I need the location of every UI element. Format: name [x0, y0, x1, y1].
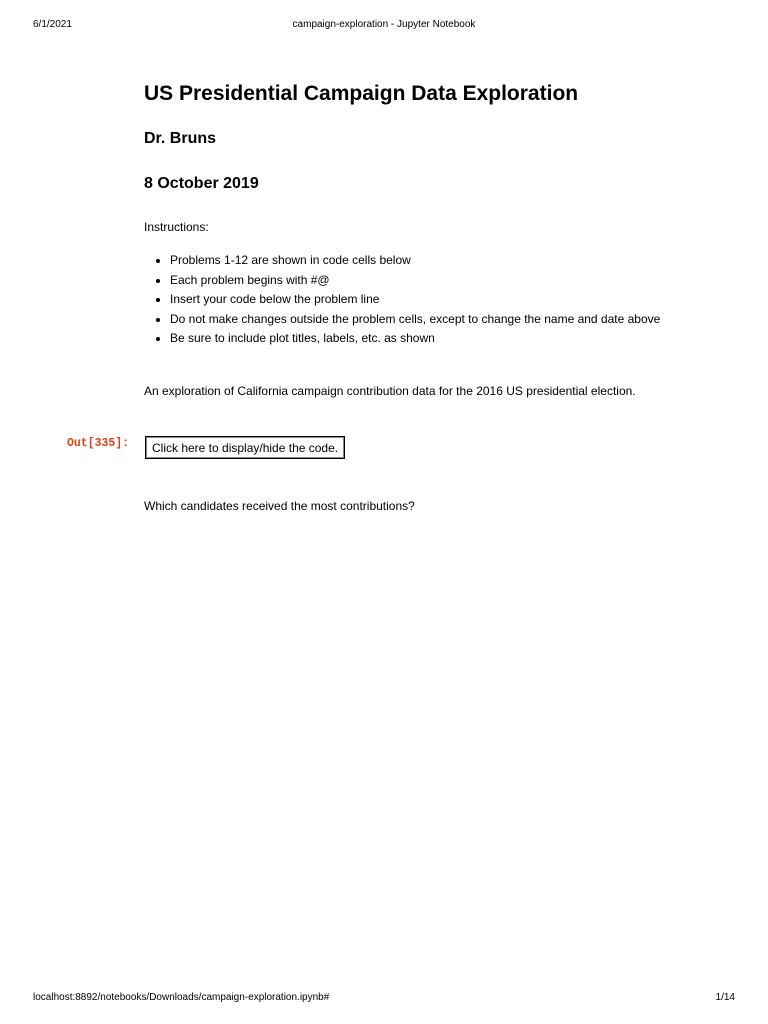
instructions-list — [144, 251, 750, 349]
notebook-title: US Presidential Campaign Data Exploration — [144, 82, 579, 105]
notebook-description: An exploration of California campaign contribution data for the 2016 US presidential election. — [144, 384, 636, 398]
print-header — [0, 18, 768, 32]
print-date: 6/1/2021 — [33, 19, 72, 30]
instruction-item: • Be sure to include plot titles, labels, etc. as shown — [170, 329, 750, 349]
print-url: localhost:8892/notebooks/Downloads/campaign-exploration.ipynb# — [33, 992, 330, 1003]
notebook-date: 8 October 2019 — [144, 175, 259, 192]
instructions-label: Instructions: — [144, 220, 209, 234]
instruction-item: • Problems 1-12 are shown in code cells below — [170, 251, 750, 271]
output-prompt: Out[335]: — [67, 437, 130, 450]
instruction-item: • Insert your code below the problem line — [170, 290, 750, 310]
print-page-number: 1/14 — [715, 992, 735, 1003]
print-document-title: campaign-exploration - Jupyter Notebook — [292, 19, 476, 30]
print-footer — [0, 991, 768, 1005]
notebook-author: Dr. Bruns — [144, 130, 217, 147]
instruction-item: • Each problem begins with #@ — [170, 271, 750, 291]
toggle-code-button[interactable]: Click here to display/hide the code. — [145, 436, 345, 459]
instruction-item: • Do not make changes outside the problem cells, except to change the name and date above — [170, 310, 750, 330]
section-question: Which candidates received the most contributions? — [144, 499, 415, 513]
